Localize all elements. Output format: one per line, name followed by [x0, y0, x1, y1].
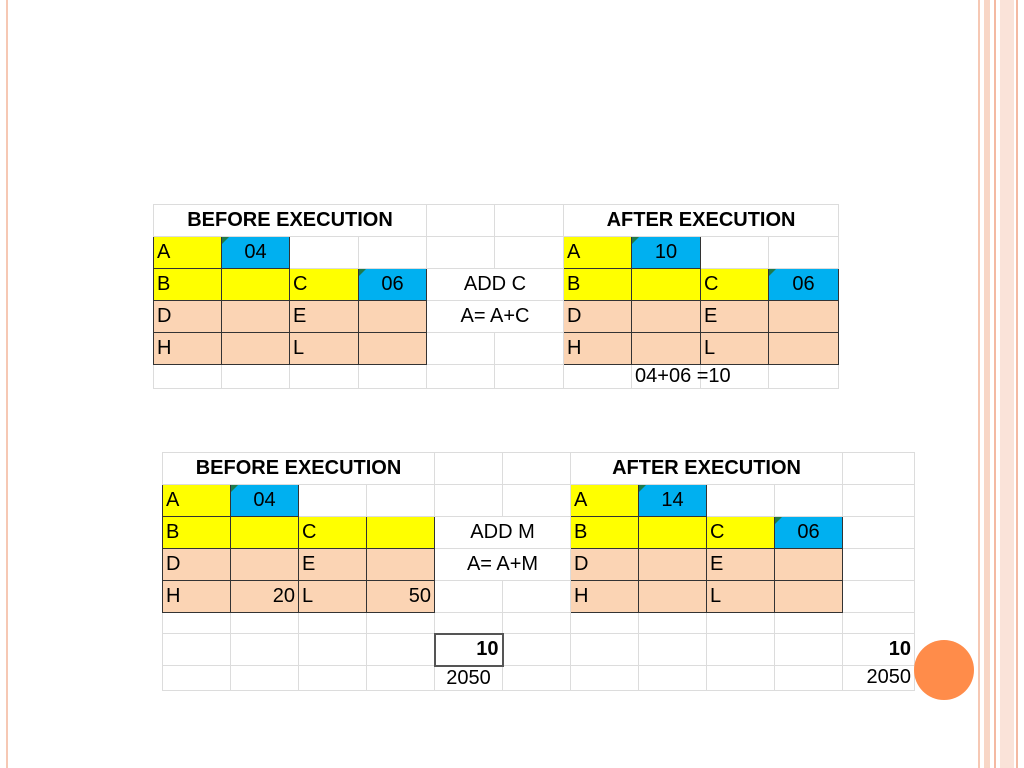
register-b-label: B: [163, 517, 231, 549]
register-b-label: B: [571, 517, 639, 549]
register-b-value: [632, 269, 701, 301]
before-execution-heading: BEFORE EXECUTION: [163, 453, 435, 485]
register-c-label: C: [707, 517, 775, 549]
register-d-label: D: [163, 549, 231, 581]
memory-value-before: 10: [435, 634, 503, 666]
register-b-value: [231, 517, 299, 549]
register-e-value: [775, 549, 843, 581]
register-l-label: L: [299, 581, 367, 613]
memory-address-after: 2050: [843, 666, 915, 691]
register-l-label: L: [707, 581, 775, 613]
register-e-label: E: [701, 301, 769, 333]
register-b-label: B: [154, 269, 222, 301]
instruction-label: ADD M: [435, 517, 571, 549]
register-a-label: A: [571, 485, 639, 517]
register-h-value: [632, 333, 701, 365]
decorative-stripe: [1000, 0, 1014, 768]
register-d-value: [639, 549, 707, 581]
register-l-value: [359, 333, 427, 365]
register-b-value: [222, 269, 290, 301]
register-h-label: H: [154, 333, 222, 365]
register-c-label: C: [701, 269, 769, 301]
register-a-label: A: [163, 485, 231, 517]
instruction-label: ADD C: [427, 269, 564, 301]
register-d-label: D: [564, 301, 632, 333]
register-a-value: 10: [632, 237, 701, 269]
calculation-note: 04+06 =10: [632, 365, 701, 389]
register-l-value: 50: [367, 581, 435, 613]
register-h-value: 20: [231, 581, 299, 613]
memory-value-after: 10: [843, 634, 915, 666]
register-a-value: 04: [222, 237, 290, 269]
register-c-value: 06: [769, 269, 839, 301]
register-h-value: [639, 581, 707, 613]
after-execution-heading: AFTER EXECUTION: [571, 453, 843, 485]
register-a-value: 14: [639, 485, 707, 517]
register-l-label: L: [701, 333, 769, 365]
decorative-stripe: [994, 0, 996, 768]
register-h-label: H: [571, 581, 639, 613]
register-d-value: [632, 301, 701, 333]
operation-label: A= A+M: [435, 549, 571, 581]
operation-label: A= A+C: [427, 301, 564, 333]
register-b-label: B: [564, 269, 632, 301]
register-a-value: 04: [231, 485, 299, 517]
decorative-stripe: [1016, 0, 1018, 768]
register-l-label: L: [290, 333, 359, 365]
example1-sheet: [153, 204, 839, 389]
before-execution-heading: BEFORE EXECUTION: [154, 205, 427, 237]
register-e-label: E: [707, 549, 775, 581]
register-d-label: D: [571, 549, 639, 581]
register-e-value: [769, 301, 839, 333]
register-c-value: [367, 517, 435, 549]
example2-sheet: [162, 452, 915, 691]
decorative-stripe: [984, 0, 990, 768]
register-a-label: A: [154, 237, 222, 269]
register-e-label: E: [290, 301, 359, 333]
orange-circle-decoration: [914, 640, 974, 700]
register-h-label: H: [564, 333, 632, 365]
register-d-label: D: [154, 301, 222, 333]
after-execution-heading: AFTER EXECUTION: [564, 205, 839, 237]
memory-address-before: 2050: [435, 666, 503, 691]
register-l-value: [775, 581, 843, 613]
register-c-value: 06: [359, 269, 427, 301]
register-a-label: A: [564, 237, 632, 269]
register-c-label: C: [299, 517, 367, 549]
register-e-value: [359, 301, 427, 333]
register-h-value: [222, 333, 290, 365]
register-c-label: C: [290, 269, 359, 301]
register-c-value: 06: [775, 517, 843, 549]
register-e-label: E: [299, 549, 367, 581]
register-e-value: [367, 549, 435, 581]
register-d-value: [231, 549, 299, 581]
register-b-value: [639, 517, 707, 549]
register-l-value: [769, 333, 839, 365]
register-h-label: H: [163, 581, 231, 613]
register-d-value: [222, 301, 290, 333]
